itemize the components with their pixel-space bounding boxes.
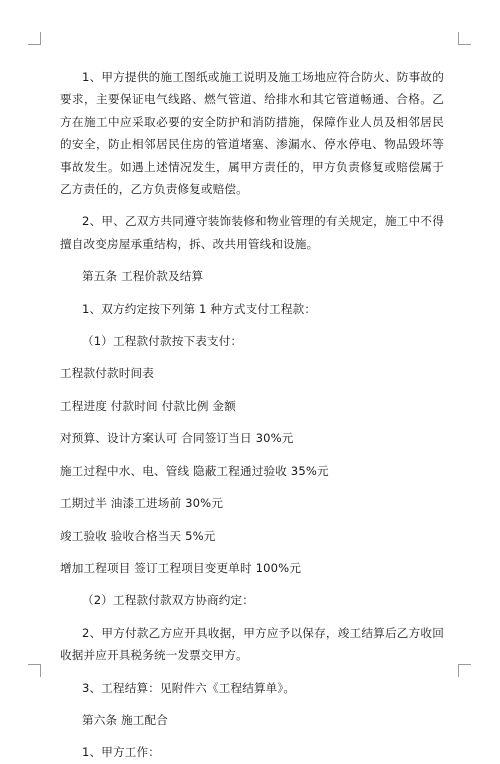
payment-row: 对预算、设计方案认可 合同签订当日 30%元 <box>60 431 294 446</box>
document-body <box>60 66 444 764</box>
crop-mark-bottom-right <box>458 664 471 677</box>
payment-table-header: 工程进度 付款时间 付款比例 金额 <box>60 398 236 413</box>
payment-row: 竣工验收 验收合格当天 5%元 <box>60 528 216 543</box>
section-heading-article-5: 第五条 工程价款及结算 <box>82 269 204 284</box>
payment-row: 增加工程项目 签订工程项目变更单时 100%元 <box>60 560 302 575</box>
crop-mark-top-right <box>458 32 471 45</box>
paragraph-payment-method: 1、双方约定按下列第 1 种方式支付工程款： <box>82 301 317 316</box>
crop-mark-top-left <box>28 32 41 45</box>
crop-mark-bottom-left <box>28 664 41 677</box>
payment-row: 工期过半 油漆工进场前 30%元 <box>60 496 224 511</box>
paragraph-safety-requirements: 1、甲方提供的施工图纸或施工说明及施工场地应符合防火、防事故的要求，主要保证电气线路、燃气管道、给排水和其它管道畅通、合格。乙方在施工中应采取必要的安全防护和消防措施，保障作业人员及相邻居民的安全，防止相邻居民住房的管道堵塞、渗漏水、停水停电、物品毁坏等事故发生。如遇上述情况发生，属甲方责任的，甲方负责修复或赔偿属于乙方责任的，乙方负责修复或赔偿。 <box>60 70 444 197</box>
paragraph-regulations: 2、甲、乙双方共同遵守装饰装修和物业管理的有关规定，施工中不得擅自改变房屋承重结构，拆、改共用管线和设施。 <box>60 214 444 251</box>
paragraph-settlement: 3、工程结算：见附件六《工程结算单》。 <box>82 680 296 695</box>
paragraph-negotiated-payment: （2）工程款付款双方协商约定： <box>82 593 254 608</box>
payment-table-title: 工程款付款时间表 <box>60 366 154 381</box>
paragraph-receipts: 2、甲方付款乙方应开具收据，甲方应予以保存，竣工结算后乙方收回收据并应开具税务统一发票交甲方。 <box>60 625 444 663</box>
section-heading-article-6: 第六条 施工配合 <box>82 712 169 727</box>
paragraph-payment-table-intro: （1）工程款付款按下表支付： <box>82 334 243 349</box>
payment-row: 施工过程中水、电、管线 隐蔽工程通过验收 35%元 <box>60 463 329 478</box>
paragraph-party-a-work: 1、甲方工作： <box>82 745 160 760</box>
